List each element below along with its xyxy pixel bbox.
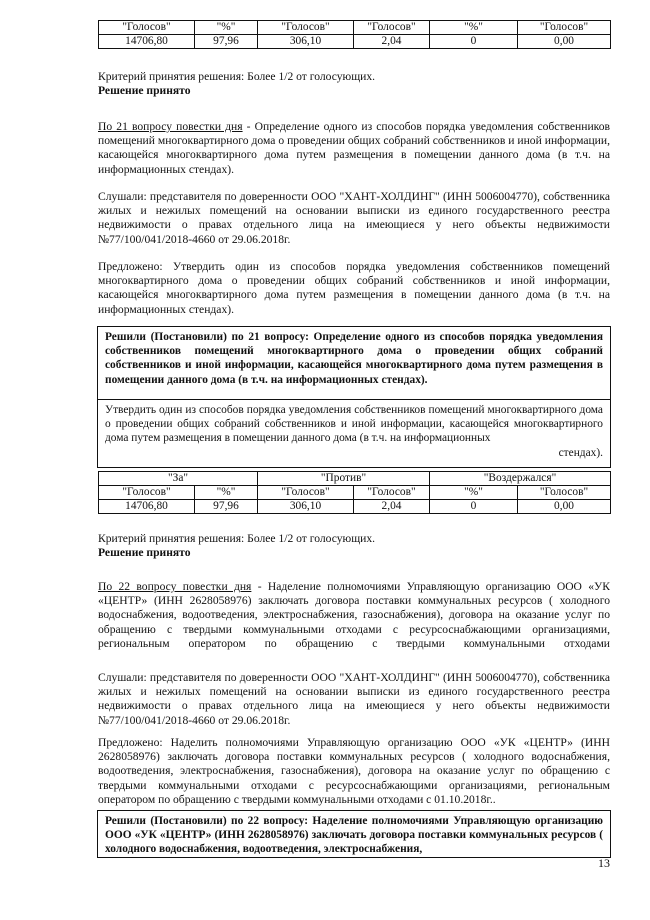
vote-header-against: "Против"	[258, 472, 430, 486]
table-cell: 0,00	[518, 500, 611, 514]
proposed-paragraph: Предложено: Утвердить один из способов порядка уведомления собственников помещений многоквартирного дома о проведении общих собраний собственников и иной информации, касающейся многоквартирного дома путем размещения в помещении данного дома (в т.ч. на информационных стендах).	[98, 260, 610, 316]
resolution-title: Решили (Постановили) по 22 вопросу: Наделение полномочиями Управляющую организацию ООО «УК «ЦЕНТР» (ИНН 2628058976) заключать договора поставки коммунальных ресурсов ( холодного водоснабжения, водоотведения, электроснабжения,	[105, 815, 603, 856]
heard-paragraph: Слушали: представителя по доверенности ООО "ХАНТ-ХОЛДИНГ" (ИНН 5006004770), собственника жилых и нежилых помещений на основании выписки из единого государственного реестра недвижимости о правах отдельного лица на имеющиеся у него объекты недвижимости №77/100/041/2018-4660 от 29.06.2018г.	[98, 190, 610, 246]
table-cell: 306,10	[258, 35, 354, 49]
agenda-item-21	[98, 120, 610, 177]
resolution-text	[98, 400, 610, 463]
table-cell: 97,96	[195, 500, 258, 514]
table-cell: "Голосов"	[99, 486, 195, 500]
decision-status: Решение принято	[98, 546, 191, 559]
table-cell: "Голосов"	[354, 486, 430, 500]
table-cell: "%"	[195, 21, 258, 35]
resolution-text-tail: стендах).	[558, 446, 603, 459]
table-row	[99, 486, 611, 500]
page-number: 13	[598, 856, 610, 870]
table-cell: 14706,80	[99, 35, 195, 49]
vote-table-21	[98, 471, 611, 514]
agenda-item-text: - Определение одного из способов порядка уведомления собственников помещений многоквартирного дома о проведении общих собраний собственников и иной информации, касающейся многоквартирного дома путем размещения в помещении данного дома (в т.ч. на информационных стендах).	[98, 120, 610, 176]
table-cell: "Голосов"	[258, 486, 354, 500]
table-cell: "Голосов"	[258, 21, 354, 35]
agenda-item-heading: По 21 вопросу повестки дня	[98, 120, 243, 133]
table-row	[99, 500, 611, 514]
table-row	[99, 35, 611, 49]
table-cell: 306,10	[258, 500, 354, 514]
table-cell: 2,04	[354, 500, 430, 514]
table-cell: 0,00	[518, 35, 611, 49]
table-cell: 2,04	[354, 35, 430, 49]
vote-header-abstain: "Воздержался"	[430, 472, 611, 486]
table-cell: 0	[430, 500, 518, 514]
resolution-box-text	[97, 399, 611, 468]
resolution-box-title	[97, 810, 611, 858]
table-cell: "Голосов"	[354, 21, 430, 35]
table-cell: 0	[430, 35, 518, 49]
decision-criterion: Критерий принятия решения: Более 1/2 от голосующих.	[98, 70, 376, 83]
top-vote-table	[98, 20, 611, 49]
heard-paragraph: Слушали: представителя по доверенности ООО "ХАНТ-ХОЛДИНГ" (ИНН 5006004770), собственника жилых и нежилых помещений на основании выписки из единого государственного реестра недвижимости о правах отдельного лица на имеющиеся у него объекты недвижимости №77/100/041/2018-4660 от 29.06.2018г.	[98, 671, 610, 727]
agenda-item-22	[98, 580, 610, 651]
agenda-item-heading: По 22 вопросу повестки дня	[98, 580, 252, 593]
table-cell: "Голосов"	[518, 486, 611, 500]
decision-criterion: Критерий принятия решения: Более 1/2 от голосующих.	[98, 532, 376, 545]
table-cell: "%"	[430, 21, 518, 35]
resolution-title: Решили (Постановили) по 21 вопросу: Определение одного из способов порядка уведомления собственников помещений многоквартирного дома о проведении общих собраний собственников и иной информации, касающейся многоквартирного дома путем размещения в помещении данного дома (в т.ч. на информационных стендах).	[105, 331, 603, 386]
resolution-box-title	[97, 326, 611, 400]
resolution-text-main: Утвердить один из способов порядка уведомления собственников помещений многоквартирного дома о проведении общих собраний собственников и иной информации, касающейся многоквартирного дома путем размещения в помещении данного дома (в т.ч. на информационных	[105, 404, 603, 445]
table-row	[99, 21, 611, 35]
table-cell: "%"	[430, 486, 518, 500]
table-cell: "%"	[195, 486, 258, 500]
table-cell: 97,96	[195, 35, 258, 49]
agenda-item-text: - Наделение полномочиями Управляющую организацию ООО «УК «ЦЕНТР» (ИНН 2628058976) заключать договора поставки коммунальных ресурсов ( холодного водоснабжения, водоотведения, электроснабжения, газоснабжения), договора на оказание услуг по обращению с твердыми коммунальными отходами с ресурсоснабжающими организациями, региональным оператором по обращению с твердыми коммунальными отходами	[98, 580, 610, 650]
decision-status: Решение принято	[98, 84, 191, 97]
table-cell: "Голосов"	[99, 21, 195, 35]
table-row	[99, 472, 611, 486]
table-cell: "Голосов"	[518, 21, 611, 35]
vote-header-for: "За"	[99, 472, 258, 486]
table-cell: 14706,80	[99, 500, 195, 514]
proposed-paragraph: Предложено: Наделить полномочиями Управляющую организацию ООО «УК «ЦЕНТР» (ИНН 2628058976) заключать договора поставки коммунальных ресурсов ( холодного водоснабжения, водоотведения, электроснабжения, газоснабжения), договора на оказание услуг по обращению с твердыми коммунальными отходами с ресурсоснабжающими организациями, региональным оператором по обращению с твердыми коммунальными отходами с 01.10.2018г..	[98, 736, 610, 806]
